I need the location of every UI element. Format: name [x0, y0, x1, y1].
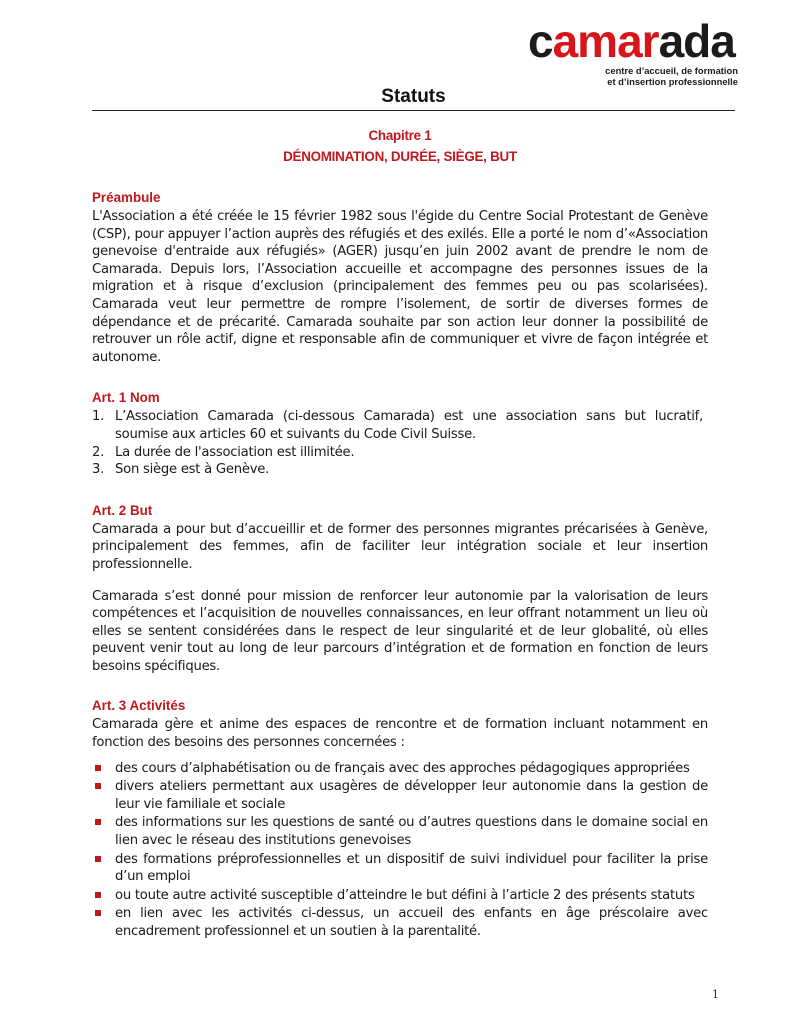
art3-bullet-text: en lien avec les activités ci-dessus, un accueil des enfants en âge préscolaire avec encadrement professionnel et un soutien à la parentalité. [115, 906, 708, 939]
art1-item-number: 1. [92, 409, 105, 425]
art1-heading: Art. 1 Nom [92, 390, 160, 406]
preamble-heading: Préambule [92, 190, 161, 205]
art3-bullet-item [92, 851, 708, 886]
section-art2 [92, 502, 708, 676]
art1-item [92, 461, 703, 479]
art3-bullet-text: ou toute autre activité susceptible d’atteindre le but défini à l’article 2 des présents statuts [115, 887, 695, 903]
logo-tagline-1: centre d’accueil, de formation [605, 65, 738, 76]
page-number: 1 [712, 988, 719, 1001]
preamble-text: L'Association a été créée le 15 février 1982 sous l'égide du Centre Social Protestant de Genève (CSP), pour appuyer l’action auprès des réfugiés et des exilés. Elle a porté le nom d’«Association genevoise d'entraide aux réfugiés» (AGER) jusqu’en juin 2002 avant de prendre le nom de Camarada. Depuis lors, l’Association accueille et accompagne des personnes issues de la migration et à risque d’exclusion (principalement des femmes peu ou pas scolarisées). Camarada veut leur permettre de rompre l’isolement, de sortir de diverses formes de dépendance et de précarité. Camarada souhaite par son action leur donner la possibilité de retrouver un rôle actif, digne et responsable afin de communiquer et vivre de façon intégrée et autonome. [92, 209, 708, 365]
square-bullet-icon [95, 892, 101, 898]
art1-item-number: 3. [92, 462, 105, 478]
art1-item-text: Son siège est à Genève. [115, 462, 270, 478]
camarada-logo [528, 15, 738, 87]
logo-word-start: c [528, 15, 553, 67]
art3-intro: Camarada gère et anime des espaces de rencontre et de formation incluant notamment en fonction des besoins des personnes concernées : [92, 717, 708, 751]
logo-word-end: ada [658, 15, 735, 67]
art3-bullet-item [92, 778, 708, 813]
art1-item-text: La durée de l'association est illimitée. [115, 444, 355, 460]
art1-item [92, 408, 703, 443]
art1-item-text: L’Association Camarada (ci-dessous Camarada) est une association sans but lucratif, soumise aux articles 60 et suivants du Code Civil Suisse. [115, 409, 703, 442]
section-art1 [92, 389, 708, 478]
square-bullet-icon [95, 783, 101, 789]
art3-bullet-list [92, 760, 708, 941]
square-bullet-icon [95, 856, 101, 862]
section-art3 [92, 697, 708, 940]
square-bullet-icon [95, 819, 101, 825]
square-bullet-icon [95, 910, 101, 916]
art3-bullet-item [92, 760, 708, 778]
section-preamble [92, 189, 708, 366]
logo-word-red: amar [552, 15, 659, 67]
art3-bullet-text: divers ateliers permettant aux usagères de développer leur autonomie dans la gestion de leur vie familiale et sociale [115, 779, 708, 812]
art3-heading: Art. 3 Activités [92, 698, 186, 714]
document-body [92, 126, 708, 942]
art3-bullet-text: des informations sur les questions de santé ou d’autres questions dans le domaine social en lien avec le réseau des institutions genevoises [115, 815, 708, 849]
art1-item-number: 2. [92, 444, 105, 460]
chapter-heading: DÉNOMINATION, DURÉE, SIÈGE, BUT [283, 149, 517, 164]
title-divider [92, 110, 735, 111]
page-title: Statuts [381, 86, 446, 107]
art3-bullet-text: des formations préprofessionnelles et un dispositif de suivi individuel pour faciliter la prise d’un emploi [115, 851, 708, 885]
art2-paragraph-1: Camarada a pour but d’accueillir et de former des personnes migrantes précarisées à Genève, principalement des femmes, afin de faciliter leur intégration sociale et leur insertion professionnelle. [92, 521, 708, 572]
art3-bullet-item [92, 887, 708, 905]
logo-wordmark [528, 15, 738, 67]
logo-tagline-2: et d’insertion professionnelle [607, 76, 738, 87]
square-bullet-icon [95, 765, 101, 771]
art3-bullet-text: des cours d’alphabétisation ou de français avec des approches pédagogiques appropriées [115, 760, 690, 776]
art3-bullet-item [92, 814, 708, 849]
art2-heading: Art. 2 But [92, 502, 153, 518]
art1-list [92, 408, 708, 478]
art1-item [92, 444, 703, 462]
chapter-number: Chapitre 1 [368, 128, 432, 143]
art2-paragraph-2: Camarada s’est donné pour mission de renforcer leur autonomie par la valorisation de leurs compétences et l’acquisition de nouvelles connaissances, en leur offrant notamment un lieu où elles se sentent considérées dans le respect de leur singularité et de leur globalité, où elles peuvent venir tout au long de leur parcours d’intégration et de formation en fonction de leurs besoins spécifiques. [92, 588, 708, 674]
art3-bullet-item [92, 905, 708, 940]
